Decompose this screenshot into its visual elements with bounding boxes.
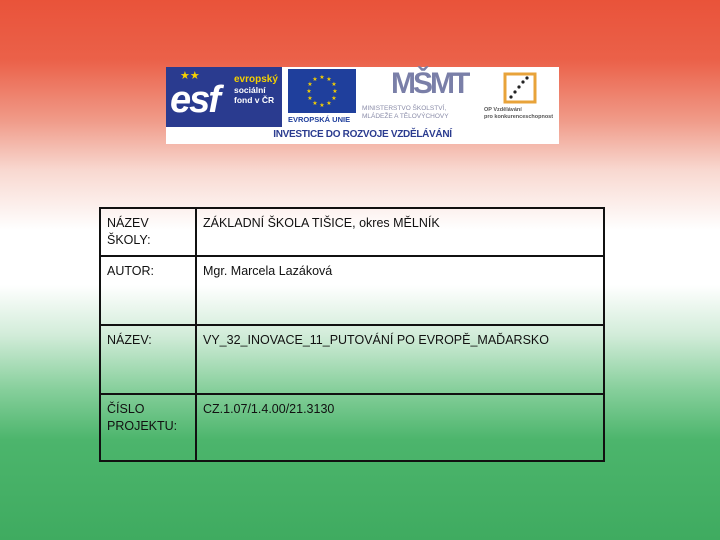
op-text [484,107,560,121]
svg-text:★: ★ [319,103,325,109]
label-school-name: NÁZEV ŠKOLY: [100,208,196,256]
op-line-1: OP Vzdělávání [484,107,522,113]
logo-banner [166,67,559,144]
svg-text:★: ★ [312,77,318,83]
value-title: VY_32_INOVACE_11_PUTOVÁNÍ PO EVROPĚ_MAĎARSKO [196,325,604,394]
esf-line-2: sociální [234,85,266,95]
svg-text:★: ★ [331,96,337,102]
slogan: INVESTICE DO ROZVOJE VZDĚLÁVÁNÍ [273,129,452,140]
op-logo-icon [502,71,538,105]
table-row [100,256,604,325]
eu-flag-icon [288,69,356,113]
svg-text:★: ★ [331,82,337,88]
svg-text:★: ★ [306,89,312,95]
svg-text:★: ★ [307,96,313,102]
esf-line-1: evropský [234,74,278,85]
value-school-name: ZÁKLADNÍ ŠKOLA TIŠICE, okres MĚLNÍK [196,208,604,256]
msmt-logo: MŠMT [391,67,468,100]
eu-label: EVROPSKÁ UNIE [288,115,351,124]
svg-text:★: ★ [332,89,338,95]
label-author: AUTOR: [100,256,196,325]
svg-text:★: ★ [312,101,318,107]
esf-letters: esf [170,79,219,121]
table-row [100,394,604,461]
svg-text:★: ★ [307,82,313,88]
table-row [100,325,604,394]
esf-stars-icon: ★★ [180,70,200,82]
msmt-line-1: MINISTERSTVO ŠKOLSTVÍ, [362,105,447,112]
label-project-number: ČÍSLO PROJEKTU: [100,394,196,461]
esf-text [234,75,278,105]
svg-text:★: ★ [319,75,325,81]
esf-line-3: fond v ČR [234,95,275,105]
msmt-line-2: MLÁDEŽE A TĚLOVÝCHOVY [362,113,449,120]
label-title: NÁZEV: [100,325,196,394]
svg-text:★: ★ [326,101,332,107]
msmt-text [362,105,449,121]
info-table [99,207,605,462]
eu-stars-icon [288,69,356,113]
table-row [100,208,604,256]
op-line-2: pro konkurenceschopnost [484,114,554,120]
esf-logo [166,67,282,127]
value-author: Mgr. Marcela Lazáková [196,256,604,325]
svg-text:★: ★ [326,77,332,83]
value-project-number: CZ.1.07/1.4.00/21.3130 [196,394,604,461]
